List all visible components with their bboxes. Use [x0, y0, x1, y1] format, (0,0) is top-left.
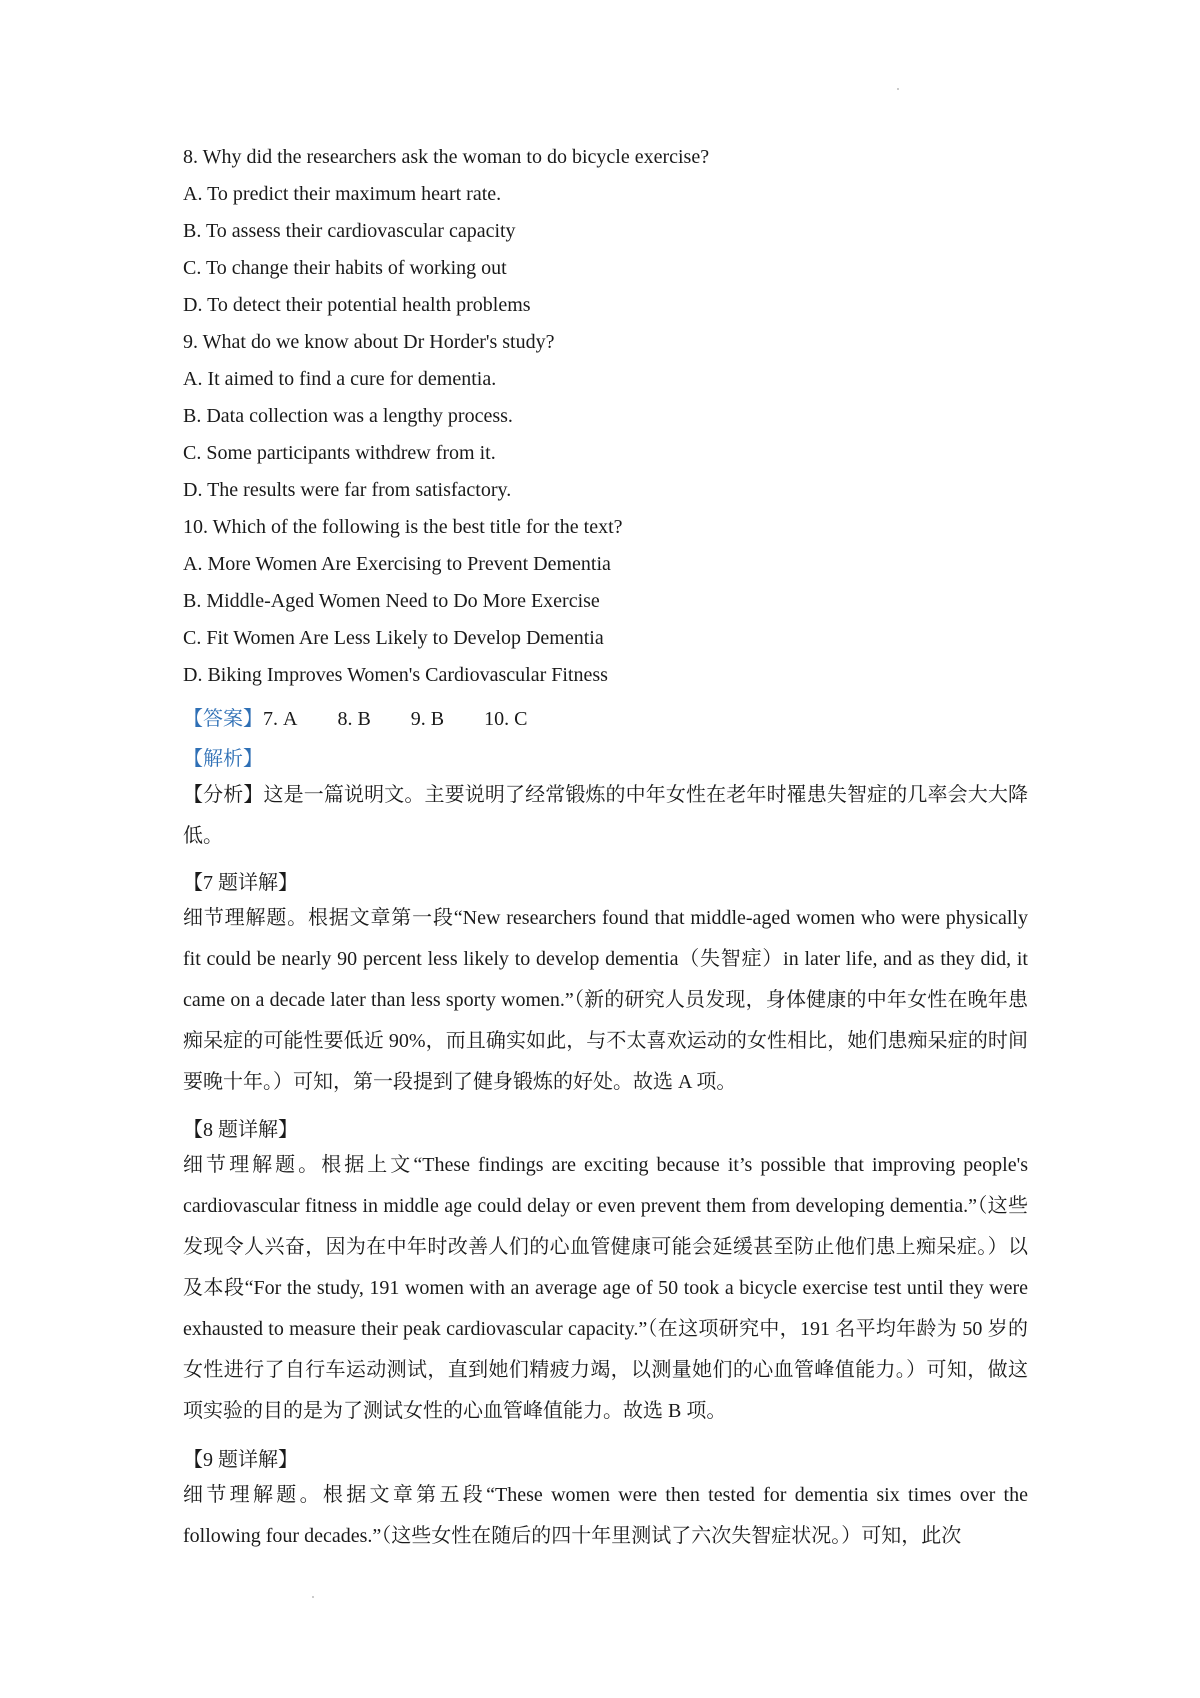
q8-detail-heading: 【8 题详解】: [183, 1119, 298, 1141]
answer-line: [183, 702, 527, 731]
q9-detail-heading: 【9 题详解】: [183, 1449, 298, 1471]
q9-option-d: D. The results were far from satisfactory.: [183, 479, 512, 501]
answer-7: 7. A: [263, 708, 298, 730]
q9-option-c: C. Some participants withdrew from it.: [183, 442, 496, 464]
answer-label: 【答案】: [183, 708, 263, 730]
question-10: 10. Which of the following is the best title for the text?: [183, 516, 623, 538]
q9-option-a: A. It aimed to find a cure for dementia.: [183, 368, 497, 390]
scan-mark-top: [897, 88, 899, 90]
question-8: 8. Why did the researchers ask the woman to do bicycle exercise?: [183, 146, 710, 168]
analysis-label: 【解析】: [183, 748, 263, 770]
q8-option-c: C. To change their habits of working out: [183, 257, 507, 279]
q7-detail-body: 细节理解题。根据文章第一段“New researchers found that middle-aged women who were physically fit could be nearly 90 percent less likely to develop dementia（失智症）in later life, and as they did, it came on a decade later than less sporty women.”（新的研究人员发现，身体健康的中年女性在晚年患痴呆症的可能性要低近 90%，而且确实如此，与不太喜欢运动的女性相比，她们患痴呆症的时间要晚十年。）可知，第一段提到了健身锻炼的好处。故选 A 项。: [183, 907, 1028, 1093]
q10-option-a: A. More Women Are Exercising to Prevent Dementia: [183, 553, 611, 575]
q8-option-b: B. To assess their cardiovascular capacity: [183, 220, 516, 242]
q10-option-c: C. Fit Women Are Less Likely to Develop Dementia: [183, 627, 604, 649]
q8-detail-body: 细节理解题。根据上文“These findings are exciting because it’s possible that improving people's cardiovascular fitness in middle age could delay or even prevent them from developing dementia.”（这些发现令人兴奋，因为在中年时改善人们的心血管健康可能会延缓甚至防止他们患上痴呆症。）以及本段“For the study, 191 women with an average age of 50 took a bicycle exercise test until they were exhausted to measure their peak cardiovascular capacity.”（在这项研究中，191 名平均年龄为 50 岁的女性进行了自行车运动测试，直到她们精疲力竭，以测量她们的心血管峰值能力。）可知，做这项实验的目的是为了测试女性的心血管峰值能力。故选 B 项。: [183, 1154, 1028, 1422]
answer-10: 10. C: [484, 708, 528, 730]
q8-option-a: A. To predict their maximum heart rate.: [183, 183, 502, 205]
answer-8: 8. B: [337, 708, 371, 730]
q10-option-d: D. Biking Improves Women's Cardiovascular Fitness: [183, 664, 608, 686]
q9-option-b: B. Data collection was a lengthy process.: [183, 405, 513, 427]
q7-detail-heading: 【7 题详解】: [183, 872, 298, 894]
question-9: 9. What do we know about Dr Horder's study?: [183, 331, 555, 353]
q10-option-b: B. Middle-Aged Women Need to Do More Exercise: [183, 590, 600, 612]
q9-detail-body: 细节理解题。根据文章第五段“These women were then tested for dementia six times over the following four decades.”（这些女性在随后的四十年里测试了六次失智症状况。）可知，此次: [183, 1484, 1028, 1547]
q8-option-d: D. To detect their potential health problems: [183, 294, 531, 316]
analysis-summary: 【分析】这是一篇说明文。主要说明了经常锻炼的中年女性在老年时罹患失智症的几率会大大降低。: [183, 784, 1028, 847]
answer-9: 9. B: [410, 708, 445, 730]
scan-mark-bottom: [312, 1596, 314, 1598]
